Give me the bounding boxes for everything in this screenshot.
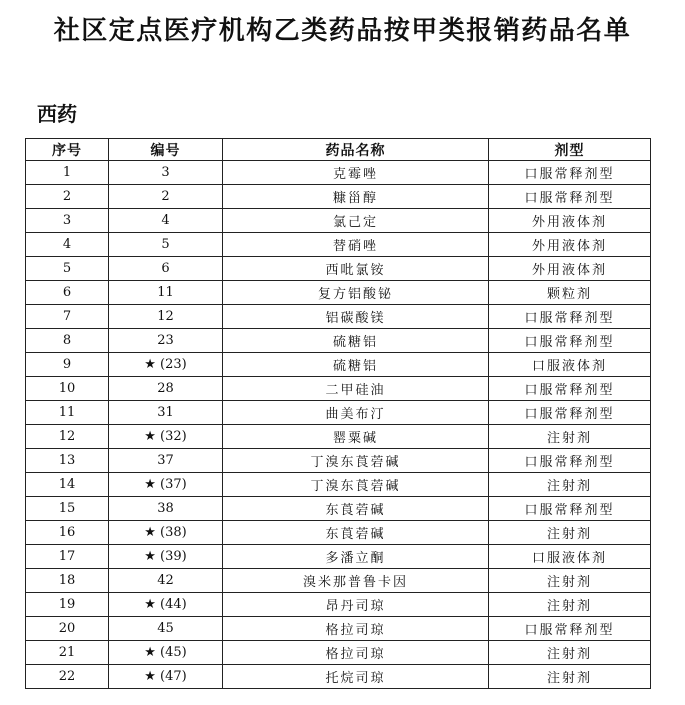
table-header-row [26, 139, 651, 161]
cell-dosage-form: 口服常释剂型 [489, 161, 651, 185]
cell-drug-name: 丁溴东莨菪碱 [223, 449, 489, 473]
table-row [26, 233, 651, 257]
cell-drug-name: 托烷司琼 [223, 665, 489, 689]
cell-dosage-form: 口服常释剂型 [489, 329, 651, 353]
cell-drug-name: 克霉唑 [223, 161, 489, 185]
cell-code: ★ (39) [109, 545, 223, 569]
cell-seq: 6 [26, 281, 109, 305]
cell-seq: 1 [26, 161, 109, 185]
cell-code: ★ (44) [109, 593, 223, 617]
cell-dosage-form: 口服常释剂型 [489, 305, 651, 329]
cell-drug-name: 二甲硅油 [223, 377, 489, 401]
cell-dosage-form: 外用液体剂 [489, 257, 651, 281]
table-row [26, 497, 651, 521]
cell-seq: 7 [26, 305, 109, 329]
cell-drug-name: 格拉司琼 [223, 617, 489, 641]
cell-seq: 3 [26, 209, 109, 233]
cell-code: 28 [109, 377, 223, 401]
cell-drug-name: 溴米那普鲁卡因 [223, 569, 489, 593]
section-heading: 西药 [37, 102, 77, 126]
cell-seq: 12 [26, 425, 109, 449]
cell-seq: 9 [26, 353, 109, 377]
header-drug-name: 药品名称 [223, 139, 489, 161]
cell-drug-name: 东莨菪碱 [223, 521, 489, 545]
cell-seq: 13 [26, 449, 109, 473]
cell-seq: 20 [26, 617, 109, 641]
cell-drug-name: 铝碳酸镁 [223, 305, 489, 329]
header-dosage-form: 剂型 [489, 139, 651, 161]
table-row [26, 329, 651, 353]
table-row [26, 281, 651, 305]
cell-drug-name: 氯己定 [223, 209, 489, 233]
cell-code: ★ (38) [109, 521, 223, 545]
table-row [26, 209, 651, 233]
cell-code: 6 [109, 257, 223, 281]
table-row [26, 593, 651, 617]
cell-drug-name: 昂丹司琼 [223, 593, 489, 617]
cell-dosage-form: 口服液体剂 [489, 353, 651, 377]
table-row [26, 545, 651, 569]
cell-code: 23 [109, 329, 223, 353]
cell-seq: 21 [26, 641, 109, 665]
cell-seq: 17 [26, 545, 109, 569]
cell-dosage-form: 口服常释剂型 [489, 185, 651, 209]
cell-seq: 2 [26, 185, 109, 209]
cell-drug-name: 硫糖铝 [223, 329, 489, 353]
cell-drug-name: 糠甾醇 [223, 185, 489, 209]
cell-code: 38 [109, 497, 223, 521]
cell-drug-name: 多潘立酮 [223, 545, 489, 569]
table-row [26, 353, 651, 377]
cell-drug-name: 西吡氯铵 [223, 257, 489, 281]
cell-drug-name: 东莨菪碱 [223, 497, 489, 521]
cell-seq: 4 [26, 233, 109, 257]
cell-dosage-form: 口服常释剂型 [489, 497, 651, 521]
cell-seq: 16 [26, 521, 109, 545]
cell-drug-name: 替硝唑 [223, 233, 489, 257]
cell-code: ★ (23) [109, 353, 223, 377]
cell-dosage-form: 外用液体剂 [489, 233, 651, 257]
cell-code: ★ (47) [109, 665, 223, 689]
cell-seq: 19 [26, 593, 109, 617]
cell-seq: 5 [26, 257, 109, 281]
cell-dosage-form: 口服液体剂 [489, 545, 651, 569]
cell-dosage-form: 注射剂 [489, 593, 651, 617]
table-row [26, 305, 651, 329]
cell-dosage-form: 注射剂 [489, 521, 651, 545]
cell-code: 42 [109, 569, 223, 593]
cell-code: ★ (32) [109, 425, 223, 449]
cell-drug-name: 硫糖铝 [223, 353, 489, 377]
cell-dosage-form: 外用液体剂 [489, 209, 651, 233]
cell-code: 11 [109, 281, 223, 305]
cell-dosage-form: 口服常释剂型 [489, 377, 651, 401]
table-row [26, 401, 651, 425]
cell-code: ★ (37) [109, 473, 223, 497]
table-row [26, 641, 651, 665]
table-row [26, 665, 651, 689]
cell-dosage-form: 口服常释剂型 [489, 401, 651, 425]
cell-drug-name: 丁溴东莨菪碱 [223, 473, 489, 497]
cell-dosage-form: 口服常释剂型 [489, 449, 651, 473]
cell-seq: 18 [26, 569, 109, 593]
cell-dosage-form: 颗粒剂 [489, 281, 651, 305]
cell-seq: 15 [26, 497, 109, 521]
cell-dosage-form: 注射剂 [489, 665, 651, 689]
cell-dosage-form: 口服常释剂型 [489, 617, 651, 641]
cell-dosage-form: 注射剂 [489, 569, 651, 593]
cell-dosage-form: 注射剂 [489, 473, 651, 497]
cell-code: 37 [109, 449, 223, 473]
document-title: 社区定点医疗机构乙类药品按甲类报销药品名单 [53, 16, 632, 46]
cell-seq: 10 [26, 377, 109, 401]
cell-seq: 22 [26, 665, 109, 689]
cell-drug-name: 曲美布汀 [223, 401, 489, 425]
cell-code: 5 [109, 233, 223, 257]
table-row [26, 257, 651, 281]
table-row [26, 377, 651, 401]
cell-code: 12 [109, 305, 223, 329]
table-row [26, 161, 651, 185]
cell-code: 2 [109, 185, 223, 209]
cell-dosage-form: 注射剂 [489, 641, 651, 665]
header-code: 编号 [109, 139, 223, 161]
drug-list-table [25, 138, 651, 689]
cell-code: 3 [109, 161, 223, 185]
cell-seq: 11 [26, 401, 109, 425]
table-row [26, 617, 651, 641]
cell-dosage-form: 注射剂 [489, 425, 651, 449]
cell-drug-name: 罂粟碱 [223, 425, 489, 449]
table-row [26, 521, 651, 545]
table-row [26, 425, 651, 449]
table-row [26, 185, 651, 209]
table-row [26, 449, 651, 473]
table-body [26, 161, 651, 689]
table-row [26, 473, 651, 497]
table-row [26, 569, 651, 593]
cell-code: 4 [109, 209, 223, 233]
cell-code: ★ (45) [109, 641, 223, 665]
cell-code: 45 [109, 617, 223, 641]
cell-drug-name: 格拉司琼 [223, 641, 489, 665]
cell-seq: 14 [26, 473, 109, 497]
cell-drug-name: 复方铝酸铋 [223, 281, 489, 305]
header-seq: 序号 [26, 139, 109, 161]
cell-seq: 8 [26, 329, 109, 353]
cell-code: 31 [109, 401, 223, 425]
